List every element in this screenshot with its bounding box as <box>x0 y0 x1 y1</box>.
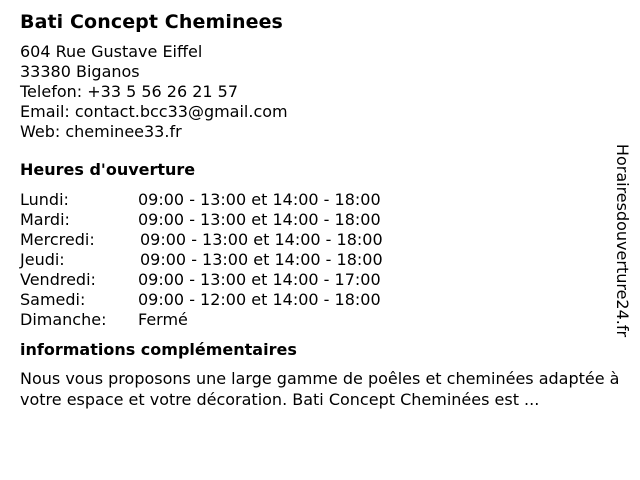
hours-row <box>20 310 630 330</box>
hours-time: 09:00 - 13:00 et 14:00 - 18:00 <box>140 230 383 249</box>
site-watermark <box>608 135 638 345</box>
web-text: Web: cheminee33.fr <box>20 122 182 141</box>
hours-table <box>20 190 630 330</box>
hours-time: 09:00 - 12:00 et 14:00 - 18:00 <box>138 290 381 309</box>
phone-text: Telefon: +33 5 56 26 21 57 <box>20 82 239 101</box>
hours-row <box>20 290 630 310</box>
hours-time: Fermé <box>138 310 188 329</box>
info-description: Nous vous proposons une large gamme de poêles et cheminées adaptée à votre espace et votre décoration. Bati Concept Cheminées est ... <box>20 369 620 409</box>
hours-row <box>20 230 630 250</box>
hours-heading: Heures d'ouverture <box>20 160 196 179</box>
hours-row <box>20 270 630 290</box>
hours-row <box>20 250 630 270</box>
business-card <box>20 10 630 410</box>
hours-day: Dimanche: <box>20 310 107 329</box>
hours-day: Samedi: <box>20 290 86 309</box>
watermark-text: Horairesdouverture24.fr <box>613 143 633 337</box>
hours-time: 09:00 - 13:00 et 14:00 - 17:00 <box>138 270 381 289</box>
address-city: 33380 Biganos <box>20 62 140 81</box>
hours-day: Jeudi: <box>20 250 65 269</box>
hours-row <box>20 210 630 230</box>
hours-row <box>20 190 630 210</box>
address-street: 604 Rue Gustave Eiffel <box>20 42 203 61</box>
hours-day: Vendredi: <box>20 270 96 289</box>
hours-time: 09:00 - 13:00 et 14:00 - 18:00 <box>140 250 383 269</box>
hours-time: 09:00 - 13:00 et 14:00 - 18:00 <box>138 190 381 209</box>
hours-day: Mercredi: <box>20 230 95 249</box>
business-name: Bati Concept Cheminees <box>20 11 283 33</box>
hours-time: 09:00 - 13:00 et 14:00 - 18:00 <box>138 210 381 229</box>
hours-day: Lundi: <box>20 190 69 209</box>
info-heading: informations complémentaires <box>20 340 297 359</box>
hours-day: Mardi: <box>20 210 70 229</box>
email-text: Email: contact.bcc33@gmail.com <box>20 102 288 121</box>
